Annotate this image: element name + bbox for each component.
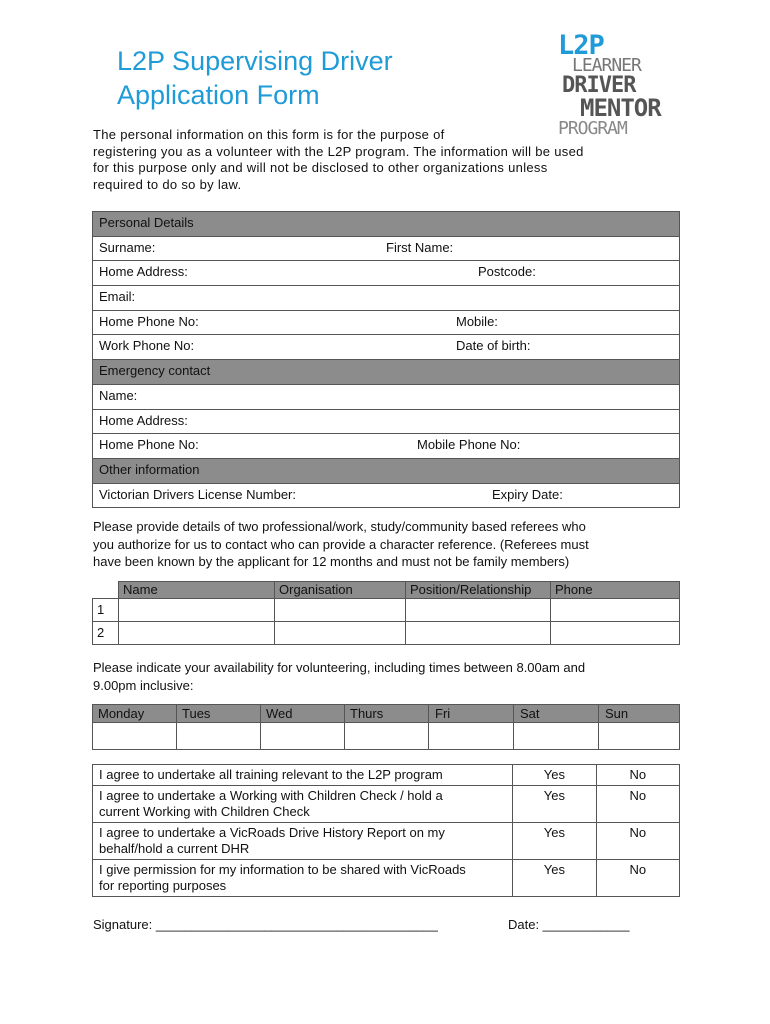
first-name-field[interactable]: First Name: bbox=[380, 236, 680, 261]
agreement-sharing-text bbox=[93, 860, 513, 897]
day-thurs-header: Thurs bbox=[345, 705, 429, 723]
sun-availability[interactable] bbox=[599, 723, 680, 750]
signature-field[interactable]: Signature: _______________________________________ bbox=[93, 917, 438, 932]
logo-mentor: MENTOR bbox=[580, 94, 661, 122]
agreement-line: behalf/hold a current DHR bbox=[99, 841, 250, 856]
referee-phone-header: Phone bbox=[551, 582, 680, 599]
referee-1-position[interactable] bbox=[406, 599, 551, 622]
intro-paragraph bbox=[93, 127, 673, 193]
agreement-wwcc-text bbox=[93, 786, 513, 823]
wed-availability[interactable] bbox=[261, 723, 345, 750]
other-information-header: Other information bbox=[93, 458, 680, 483]
day-fri-header: Fri bbox=[429, 705, 514, 723]
referee-2-organisation[interactable] bbox=[275, 622, 406, 645]
agreement-dhr-no[interactable]: No bbox=[596, 823, 679, 860]
agreements-table bbox=[92, 764, 680, 897]
mobile-field[interactable]: Mobile: bbox=[380, 310, 680, 335]
availability-table bbox=[92, 704, 680, 750]
form-title bbox=[117, 44, 517, 112]
agreement-line: for reporting purposes bbox=[99, 878, 227, 893]
agreement-line: I agree to undertake a Working with Children Check / hold a bbox=[99, 788, 443, 803]
intro-line: The personal information on this form is for the purpose of bbox=[93, 127, 445, 142]
agreement-line: I give permission for my information to be shared with VicRoads bbox=[99, 862, 466, 877]
sat-availability[interactable] bbox=[514, 723, 599, 750]
agreement-dhr-yes[interactable]: Yes bbox=[513, 823, 596, 860]
thurs-availability[interactable] bbox=[345, 723, 429, 750]
emergency-home-phone-field[interactable]: Home Phone No: bbox=[93, 434, 381, 459]
fri-availability[interactable] bbox=[429, 723, 514, 750]
referee-organisation-header: Organisation bbox=[275, 582, 406, 599]
referee-row-number: 1 bbox=[93, 599, 119, 622]
logo-driver: DRIVER bbox=[562, 73, 636, 98]
emergency-name-field[interactable]: Name: bbox=[93, 384, 680, 409]
agreement-line: I agree to undertake a VicRoads Drive History Report on my bbox=[99, 825, 445, 840]
referee-1-organisation[interactable] bbox=[275, 599, 406, 622]
agreement-line: current Working with Children Check bbox=[99, 804, 310, 819]
referees-intro-line: Please provide details of two professional/work, study/community based referees who bbox=[93, 519, 586, 534]
referee-2-position[interactable] bbox=[406, 622, 551, 645]
referee-name-header: Name bbox=[119, 582, 275, 599]
day-wed-header: Wed bbox=[261, 705, 345, 723]
expiry-date-field[interactable]: Expiry Date: bbox=[380, 483, 680, 508]
dob-field[interactable]: Date of birth: bbox=[380, 335, 680, 360]
referees-table bbox=[92, 581, 680, 645]
agreement-sharing-no[interactable]: No bbox=[596, 860, 679, 897]
referee-2-phone[interactable] bbox=[551, 622, 680, 645]
work-phone-field[interactable]: Work Phone No: bbox=[93, 335, 381, 360]
referee-row-number: 2 bbox=[93, 622, 119, 645]
referee-2-name[interactable] bbox=[119, 622, 275, 645]
details-table bbox=[92, 211, 680, 508]
agreement-sharing-yes[interactable]: Yes bbox=[513, 860, 596, 897]
availability-intro-line: 9.00pm inclusive: bbox=[93, 677, 194, 693]
intro-line: required to do so by law. bbox=[93, 176, 242, 192]
agreement-wwcc-yes[interactable]: Yes bbox=[513, 786, 596, 823]
home-address-field[interactable]: Home Address: bbox=[93, 261, 381, 286]
referee-1-phone[interactable] bbox=[551, 599, 680, 622]
monday-availability[interactable] bbox=[93, 723, 177, 750]
postcode-field[interactable]: Postcode: bbox=[380, 261, 680, 286]
agreement-training-yes[interactable]: Yes bbox=[513, 765, 596, 786]
intro-line: for this purpose only and will not be disclosed to other organizations unless bbox=[93, 160, 548, 175]
emergency-address-field[interactable]: Home Address: bbox=[93, 409, 680, 434]
availability-intro bbox=[93, 659, 693, 694]
day-sun-header: Sun bbox=[599, 705, 680, 723]
day-monday-header: Monday bbox=[93, 705, 177, 723]
referees-intro-line: have been known by the applicant for 12 months and must not be family members) bbox=[93, 554, 570, 569]
agreement-training-no[interactable]: No bbox=[596, 765, 679, 786]
logo-learner: LEARNER bbox=[572, 55, 641, 76]
agreement-wwcc-no[interactable]: No bbox=[596, 786, 679, 823]
referees-intro bbox=[93, 518, 693, 571]
l2p-logo bbox=[556, 30, 676, 140]
agreement-training-text bbox=[93, 765, 513, 786]
intro-line: registering you as a volunteer with the L2P program. The information will be used bbox=[93, 143, 584, 159]
referee-number-header bbox=[93, 582, 119, 599]
availability-intro-line: Please indicate your availability for volunteering, including times between 8.00am and bbox=[93, 660, 586, 675]
email-field[interactable]: Email: bbox=[93, 286, 680, 311]
logo-l2p: L2P bbox=[558, 30, 604, 61]
day-tues-header: Tues bbox=[177, 705, 261, 723]
home-phone-field[interactable]: Home Phone No: bbox=[93, 310, 381, 335]
surname-field[interactable]: Surname: bbox=[93, 236, 381, 261]
license-number-field[interactable]: Victorian Drivers License Number: bbox=[93, 483, 381, 508]
form-title-line2: Application Form bbox=[117, 80, 320, 110]
agreement-line: I agree to undertake all training relevant to the L2P program bbox=[99, 767, 443, 782]
day-sat-header: Sat bbox=[514, 705, 599, 723]
tues-availability[interactable] bbox=[177, 723, 261, 750]
date-field[interactable]: Date: ____________ bbox=[508, 917, 630, 932]
form-title-line1: L2P Supervising Driver bbox=[117, 46, 393, 76]
emergency-mobile-field[interactable]: Mobile Phone No: bbox=[380, 434, 680, 459]
personal-details-header: Personal Details bbox=[93, 212, 680, 237]
referee-1-name[interactable] bbox=[119, 599, 275, 622]
agreement-dhr-text bbox=[93, 823, 513, 860]
emergency-contact-header: Emergency contact bbox=[93, 360, 680, 385]
referees-intro-line: you authorize for us to contact who can provide a character reference. (Referees must bbox=[93, 536, 589, 552]
referee-position-header: Position/Relationship bbox=[406, 582, 551, 599]
logo-program: PROGRAM bbox=[558, 118, 627, 139]
